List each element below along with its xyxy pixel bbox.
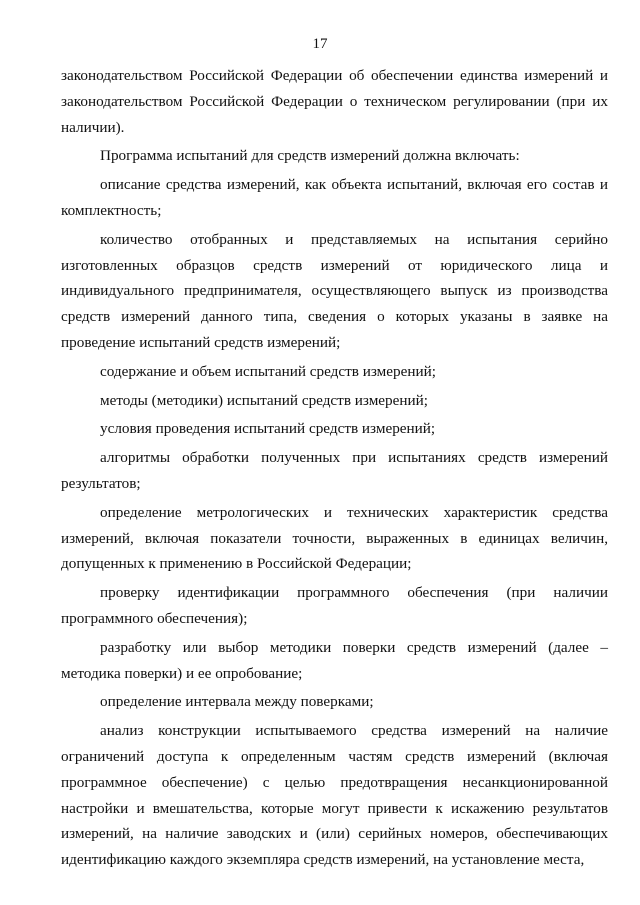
- paragraph-item: анализ конструкции испытываемого средства измерений на наличие ограничений доступа к определенным частям средств измерений (включая программное обеспечение) с целью предотвращения несанкционированной настройки и вмешательства, которые могут привести к искажению результатов измерений, на наличие заводских и (или) серийных номеров, обеспечивающих идентификацию каждого экземпляра средств измерений, на установление места,: [61, 722, 608, 869]
- paragraph-item: определение метрологических и технических характеристик средства измерений, включая показатели точности, выраженных в единицах величин, допущенных к применению в Российской Федерации;: [61, 503, 608, 573]
- paragraph-item: условия проведения испытаний средств измерений;: [100, 420, 436, 438]
- paragraph-item: проверку идентификации программного обеспечения (при наличии программного обеспечения);: [61, 584, 608, 627]
- paragraph-program-intro: Программа испытаний для средств измерений должна включать:: [100, 147, 520, 165]
- page-number: 17: [312, 36, 328, 52]
- paragraph-item: количество отобранных и представляемых на испытания серийно изготовленных образцов средств измерений от юридического лица и индивидуального предпринимателя, осуществляющего выпуск из производства средств измерений данного типа, сведения о которых указаны в заявке на проведение испытаний средств измерений;: [61, 230, 608, 351]
- paragraph-continuation: законодательством Российской Федерации об обеспечении единства измерений и законодательством Российской Федерации о техническом регулировании (при их наличии).: [61, 67, 608, 136]
- paragraph-item: определение интервала между поверками;: [100, 693, 374, 711]
- paragraph-item: методы (методики) испытаний средств измерений;: [100, 391, 428, 409]
- paragraph-item: содержание и объем испытаний средств измерений;: [100, 362, 436, 380]
- paragraph-item: описание средства измерений, как объекта испытаний, включая его состав и комплектность;: [61, 176, 608, 219]
- document-body: [61, 63, 608, 876]
- paragraph-item: разработку или выбор методики поверки средств измерений (далее – методика поверки) и ее опробование;: [61, 638, 608, 682]
- paragraph-item: алгоритмы обработки полученных при испытаниях средств измерений результатов;: [61, 449, 608, 492]
